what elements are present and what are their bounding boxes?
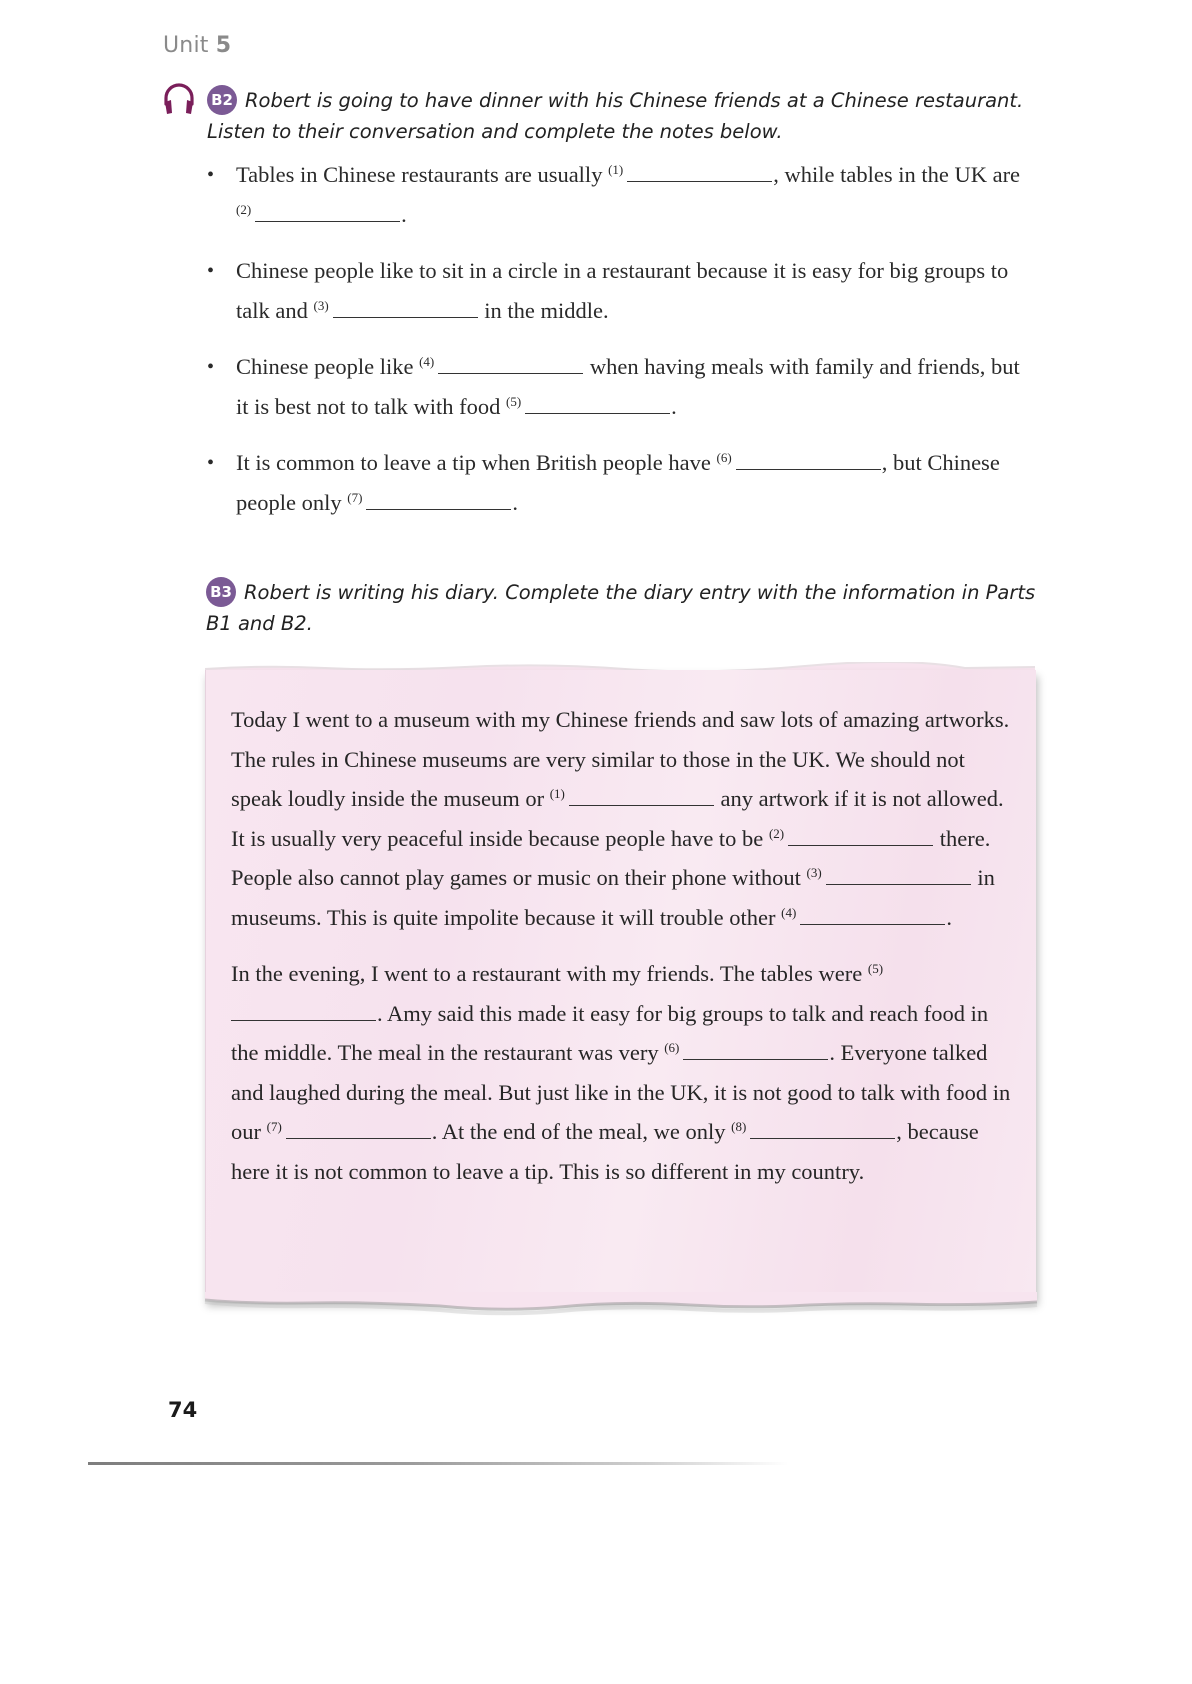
answer-blank[interactable] (826, 864, 971, 885)
bullet-icon: • (207, 356, 215, 378)
bullet-icon: • (207, 260, 215, 282)
b2-notes-list (207, 155, 1037, 539)
text-segment: It is common to leave a tip when British people have (236, 450, 717, 475)
b3-instruction-text: Robert is writing his diary. Complete the diary entry with the information in Parts B1 and B2. (206, 581, 1036, 635)
answer-blank[interactable] (366, 489, 511, 510)
blank-number: (1) (608, 162, 624, 177)
answer-blank[interactable] (800, 904, 945, 925)
text-segment: . (946, 904, 952, 930)
bullet-icon: • (207, 164, 215, 186)
text-segment: . (671, 394, 677, 419)
text-segment: there. People also cannot play games or music on their phone without (231, 825, 991, 890)
text-segment: Chinese people like to sit in a circle in a restaurant because it is easy for big groups to talk and (236, 258, 1009, 323)
answer-blank[interactable] (255, 201, 400, 222)
text-segment: Tables in Chinese restaurants are usually (236, 162, 609, 187)
blank-number: (5) (867, 961, 884, 976)
text-segment: Today I went to a museum with my Chinese friends and saw lots of amazing artworks. The rules in Chinese museums are very similar to those in the UK. We should not speak loudly inside the museum or (231, 707, 1010, 811)
diary-paragraph (231, 700, 1021, 937)
answer-blank[interactable] (683, 1039, 828, 1060)
answer-blank[interactable] (438, 353, 583, 374)
text-segment: when having meals with family and friends, but it is best not to talk with food (236, 354, 1020, 419)
answer-blank[interactable] (286, 1118, 431, 1139)
note-item (207, 155, 1037, 235)
blank-number: (5) (506, 394, 522, 409)
answer-blank[interactable] (627, 161, 772, 182)
b3-instruction (206, 578, 1066, 639)
b2-badge: B2 (207, 85, 237, 115)
b3-badge: B3 (206, 577, 236, 607)
text-segment: . (401, 202, 407, 227)
answer-blank[interactable] (736, 449, 881, 470)
b2-instruction (207, 86, 1067, 147)
diary-text (231, 700, 1021, 1208)
headphones-icon (162, 82, 196, 116)
blank-number: (3) (313, 298, 329, 313)
text-segment: In the evening, I went to a restaurant with my friends. The tables were (231, 961, 868, 986)
b2-instruction-text: Robert is going to have dinner with his Chinese friends at a Chinese restaurant. Listen to their conversation and complete the notes below. (207, 89, 1024, 143)
blank-number: (3) (806, 865, 822, 880)
text-segment: , because here it is not common to leave a tip. This is so different in my country. (231, 1119, 979, 1184)
answer-blank[interactable] (333, 297, 478, 318)
note-item (207, 251, 1037, 331)
text-segment: any artwork if it is not allowed. It is usually very peaceful inside because people have to be (231, 786, 1004, 851)
blank-number: (6) (664, 1040, 680, 1055)
text-segment: Chinese people like (236, 354, 420, 379)
text-segment: , but Chinese people only (236, 450, 1000, 515)
answer-blank[interactable] (750, 1118, 895, 1139)
answer-blank[interactable] (231, 1000, 376, 1021)
text-segment: . Everyone talked and laughed during the meal. But just like in the UK, it is not good to talk with food in our (231, 1040, 1011, 1144)
blank-number: (7) (347, 490, 363, 505)
answer-blank[interactable] (569, 785, 714, 806)
unit-word: Unit (163, 33, 209, 58)
blank-number: (1) (549, 786, 565, 801)
unit-heading (163, 33, 231, 58)
text-segment: . (512, 490, 519, 515)
diary-paragraph (231, 954, 1021, 1191)
answer-blank[interactable] (788, 825, 933, 846)
note-item (207, 443, 1037, 523)
bullet-icon: • (207, 452, 215, 474)
blank-number: (2) (768, 825, 785, 841)
blank-number: (4) (781, 904, 797, 920)
blank-number: (8) (731, 1119, 747, 1134)
blank-number: (6) (716, 450, 732, 465)
page-number: 74 (168, 1398, 198, 1422)
unit-number: 5 (215, 33, 232, 58)
text-segment: in the middle. (478, 298, 609, 323)
text-segment: in museums. This is quite impolite because it will trouble other (231, 865, 995, 930)
text-segment: . Amy said this made it easy for big groups to talk and reach food in the middle. The meal in the restaurant was very (231, 1000, 989, 1065)
blank-number: (4) (419, 354, 435, 369)
diary-torn-bottom-edge (200, 1292, 1042, 1322)
note-item (207, 347, 1037, 427)
blank-number: (2) (236, 202, 252, 217)
text-segment: , while tables in the UK are (773, 162, 1021, 187)
blank-number: (7) (266, 1119, 282, 1134)
text-segment: . At the end of the meal, we only (431, 1119, 732, 1144)
answer-blank[interactable] (525, 393, 670, 414)
footer-divider (88, 1462, 788, 1465)
